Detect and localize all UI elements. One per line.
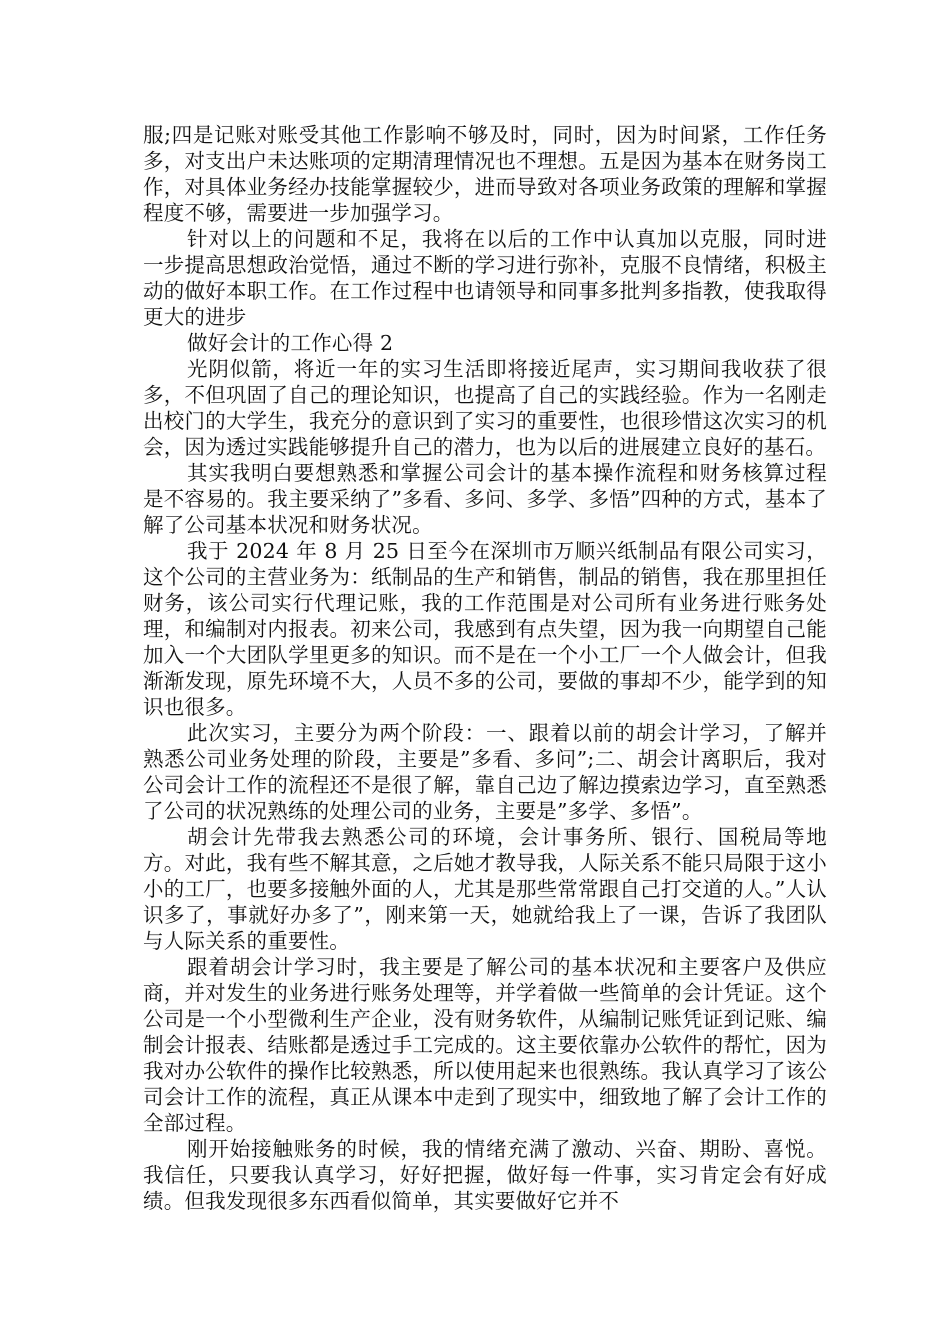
paragraph: 刚开始接触账务的时候，我的情绪充满了激动、兴奋、期盼、喜悦。我信任，只要我认真学习，好好把握，做好每一件事，实习肯定会有好成绩。但我发现很多东西看似简单，其实要做好它并不 (143, 1137, 827, 1213)
paragraph: 我于 2024 年 8 月 25 日至今在深圳市万顺兴纸制品有限公司实习，这个公司的主营业务为：纸制品的生产和销售，制品的销售，我在那里担任财务，该公司实行代理记账，我的工作范围是对公司所有业务进行账务处理，和编制对内报表。初来公司，我感到有点失望，因为我一向期望自己能加入一个大团队学里更多的知识。而不是在一个小工厂一个人做会计，但我渐渐发现，原先环境不大，人员不多的公司，要做的事却不少，能学到的知识也很多。 (143, 539, 827, 719)
paragraph: 其实我明白要想熟悉和掌握公司会计的基本操作流程和财务核算过程是不容易的。我主要采纳了”多看、多问、多学、多悟”四种的方式，基本了解了公司基本状况和财务状况。 (143, 461, 827, 537)
paragraph: 此次实习，主要分为两个阶段：一、跟着以前的胡会计学习，了解并熟悉公司业务处理的阶段，主要是”多看、多问”;二、胡会计离职后，我对公司会计工作的流程还不是很了解，靠自己边了解边摸索边学习，直至熟悉了公司的状况熟练的处理公司的业务，主要是”多学、多悟”。 (143, 721, 827, 823)
paragraph-continued: 服;四是记账对账受其他工作影响不够及时，同时，因为时间紧，工作任务多，对支出户未达账项的定期清理情况也不理想。五是因为基本在财务岗工作，对具体业务经办技能掌握较少，进而导致对各项业务政策的理解和掌握程度不够，需要进一步加强学习。 (143, 123, 827, 225)
paragraph: 针对以上的问题和不足，我将在以后的工作中认真加以克服，同时进一步提高思想政治觉悟，通过不断的学习进行弥补，克服不良情绪，积极主动的做好本职工作。在工作过程中也请领导和同事多批判多指教，使我取得更大的进步 (143, 227, 827, 329)
paragraph: 跟着胡会计学习时，我主要是了解公司的基本状况和主要客户及供应商，并对发生的业务进行账务处理等，并学着做一些简单的会计凭证。这个公司是一个小型微利生产企业，没有财务软件，从编制记账凭证到记账、编制会计报表、结账都是透过手工完成的。这主要依靠办公软件的帮忙，因为我对办公软件的操作比较熟悉，所以使用起来也很熟练。我认真学习了该公司会计工作的流程，真正从课本中走到了现实中，细致地了解了会计工作的全部过程。 (143, 955, 827, 1135)
document-page (143, 122, 827, 1214)
section-heading: 做好会计的工作心得 2 (187, 331, 394, 355)
paragraph: 光阴似箭，将近一年的实习生活即将接近尾声，实习期间我收获了很多，不但巩固了自己的理论知识，也提高了自己的实践经验。作为一名刚走出校门的大学生，我充分的意识到了实习的重要性，也很珍惜这次实习的机会，因为透过实践能够提升自己的潜力，也为以后的进展建立良好的基石。 (143, 357, 827, 459)
paragraph: 胡会计先带我去熟悉公司的环境，会计事务所、银行、国税局等地方。对此，我有些不解其意，之后她才教导我，人际关系不能只局限于这小小的工厂，也要多接触外面的人，尤其是那些常常跟自己打交道的人。”人认识多了，事就好办多了”，刚来第一天，她就给我上了一课，告诉了我团队与人际关系的重要性。 (143, 825, 827, 953)
